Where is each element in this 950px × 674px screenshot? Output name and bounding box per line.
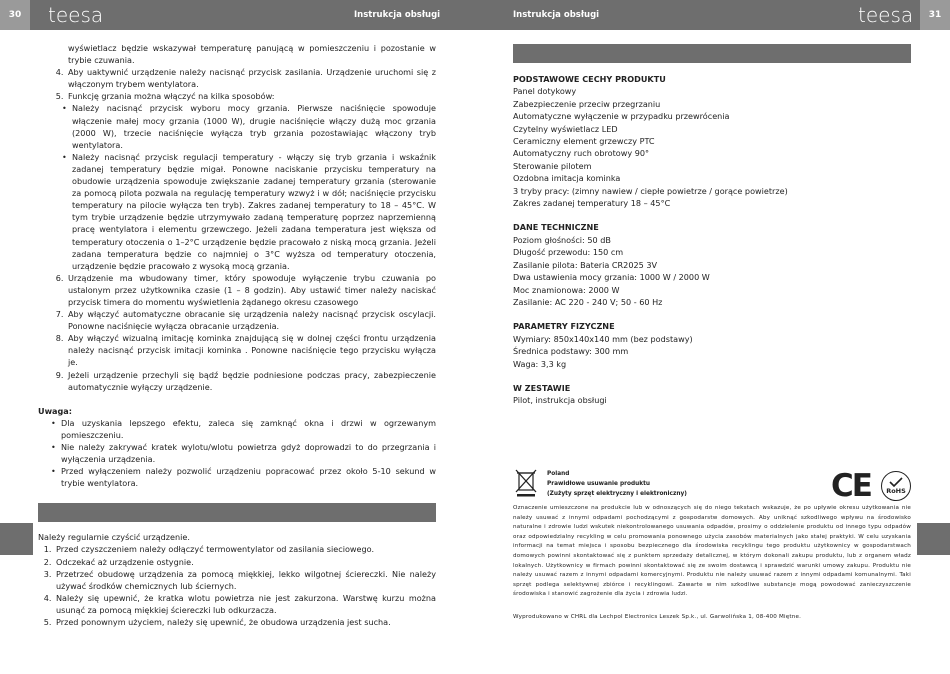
phys-item: Waga: 3,3 kg [513, 358, 567, 369]
list-item: • Należy nacisnąć przycisk regulacji temperatury - włączy się tryb grzania i wskaźnik zadanej temperatury będzie migał. Ponowne naciskanie przycisku temperatury na obudowie urządzenia spowoduje zwiększanie zadanej temperatury grzania (sterowanie za pomocą pilota pozwala na regulację temperatury wzwyż i w dół; naciśnięcie przycisku temperatury na pilocie wyłącza ten tryb). Zakres zadanej temperatury to 18 – 45°C. W tym trybie urządzenie będzie utrzymywało zadaną temperaturę poprzez naprzemienną pracę wentylatora i elementu grzewczego. Jeżeli zadana temperatura jest większa od temperatury otoczenia o 1–2°C urządzenie będzie pracowało z niską mocą grzania. Jeżeli zadana temperatura będzie co najmniej o 3°C wyższa od temperatury otoczenia, urządzenie będzie pracowało z wysoką mocą grzania. [72, 151, 436, 272]
list-item: 8. Aby włączyć wizualną imitację kominka znajdującą się w dolnej części frontu urządzenia należy nacisnąć przycisk imitacji kominka . Ponowne naciśnięcie tego przycisku wyłącza je. [66, 332, 436, 368]
right-page-number: 31 [920, 0, 950, 30]
set-title: W ZESTAWIE [513, 382, 571, 393]
left-logo: teesa [48, 3, 104, 27]
list-item: 4. Aby uaktywnić urządzenie należy nacisnąć przycisk zasilania. Urządzenie uruchomi się z włączonym trybem wentylatora. [66, 66, 436, 90]
header-bar [0, 0, 950, 30]
manufacturer: Wyprodukowano w CHRL dla Lechpol Electronics Leszek Sp.k., ul. Garwolińska 1, 08-400 Miętne. [513, 614, 802, 620]
right-column [513, 44, 911, 407]
list-item: • Nie należy zakrywać kratek wylotu/wlotu powietrza gdyż doprowadzi to do przegrzania i wyłączenia urządzenia. [61, 441, 436, 465]
weee-country: Poland [547, 471, 570, 477]
weee-line2: (Zużyty sprzęt elektryczny i elektroniczny) [547, 491, 687, 497]
tech-item: Zasilanie: AC 220 - 240 V; 50 - 60 Hz [513, 296, 663, 307]
left-header-title: Instrukcja obsługi [354, 10, 441, 20]
phys-item: Średnica podstawy: 300 mm [513, 346, 629, 357]
tech-item: Moc znamionowa: 2000 W [513, 284, 620, 295]
list-item: 4. Należy się upewnić, że kratka wlotu powietrza nie jest zakurzona. Warstwę kurzu można usunąć za pomocą miękkiej ściereczki lub odkurzacza. [54, 592, 436, 616]
left-column [38, 42, 436, 628]
weee-line1: Prawidłowe usuwanie produktu [547, 481, 651, 487]
tech-item: Długość przewodu: 150 cm [513, 247, 624, 258]
feature-item: Ozdobna imitacja kominka [513, 173, 621, 184]
list-item: 6. Urządzenie ma wbudowany timer, który spowoduje wyłączenie trybu czuwania po ustalonym przez użytkownika czasie (1 – 8 godzin). Aby ustawić timer należy naciskać przycisk timera do momentu wyświetlenia żądanego okresu czasowego [66, 272, 436, 308]
list-item: 3. Przetrzeć obudowę urządzenia za pomocą miękkiej, lekko wilgotnej ściereczki. Nie należy używać środków chemicznych lub ściernych. [54, 568, 436, 592]
feature-item: Czytelny wyświetlacz LED [513, 123, 618, 134]
tech-item: Zasilanie pilota: Bateria CR2025 3V [513, 259, 658, 270]
section-bar [513, 44, 911, 63]
tech-title: DANE TECHNICZNE [513, 222, 599, 233]
rohs-mark: RoHS [881, 471, 911, 501]
section-bar [38, 503, 436, 522]
left-page-number: 30 [0, 0, 30, 30]
cleaning-intro: Należy regularnie czyścić urządzenie. [38, 532, 190, 543]
feature-item: Automatyczny ruch obrotowy 90° [513, 148, 650, 159]
right-header-title: Instrukcja obsługi [513, 10, 600, 20]
ce-mark: CE [831, 468, 871, 504]
phys-title: PARAMETRY FIZYCZNE [513, 321, 615, 332]
list-item: • Należy nacisnąć przycisk wyboru mocy grzania. Pierwsze naciśnięcie spowoduje włączenie małej mocy grzania (1000 W), drugie naciśnięcie włączy dużą moc grzania (2000 W), trzecie naciśnięcie wyłącza tryb grzania pozostawiając włączony tryb wentylatora. [72, 102, 436, 150]
feature-item: Zakres zadanej temperatury 18 – 45°C [513, 198, 671, 209]
feature-item: Panel dotykowy [513, 86, 577, 97]
list-item: • Przed wyłączeniem należy pozwolić urządzeniu popracować przez około 5-10 sekund w trybie wentylatora. [61, 465, 436, 489]
feature-item: Zabezpieczenie przeciw przegrzaniu [513, 98, 661, 109]
features-title: PODSTAWOWE CECHY PRODUKTU [513, 74, 666, 84]
feature-item: Sterowanie pilotem [513, 160, 592, 171]
list-item: 5. Funkcję grzania można włączyć na kilka sposobów: [66, 90, 436, 102]
list-item: 5. Przed ponownym użyciem, należy się upewnić, że obudowa urządzenia jest sucha. [54, 616, 436, 628]
list-item: 9. Jeżeli urządzenie przechyli się bądź będzie podniesione podczas pracy, zabezpieczenie automatycznie wyłączy urządzenie. [66, 369, 436, 393]
checkmark-icon [889, 477, 903, 487]
list-item: • Dla uzyskania lepszego efektu, zaleca się zamknąć okna i drzwi w ogrzewanym pomieszczeniu. [61, 417, 436, 441]
weee-text: Oznaczenie umieszczone na produkcie lub w odnoszących się do niego tekstach wskazuje, że po upływie okresu użytkowania nie należy usuwać z innymi odpadami pochodzącymi z gospodarstw domowych. Aby uniknąć szkodliwego wpływu na środowisko naturalne i zdrowie ludzi wskutek niekontrolowanego usuwania odpadów, prosimy o oddzielenie produktu od innego typu odpadów oraz odpowiedzialny recykling w celu promowania ponownego użycia zasobów materialnych jako stałej praktyki. W celu uzyskania informacji na temat miejsca i sposobu bezpiecznego dla środowiska recyklingu tego produktu użytkownicy w gospodarstwach domowych powinni skontaktować się z punktem sprzedaży detalicznej, w którym dokonali zakupu produktu, lub z organem władz lokalnych. Użytkownicy w firmach powinni skontaktować się ze swoim dostawcą i sprawdzić warunki umowy zakupu. Produktu nie należy usuwać razem z innymi odpadami komercyjnymi. Produktu nie należy usuwać razem z innymi odpadami komunalnymi. Taki sprzęt podlega selektywnej zbiórce i recyklingowi. Zawarte w nim szkodliwe substancje mogą powodować zanieczyszczenie środowiska i stanowić zagrożenie dla życia i zdrowia ludzi. [513, 505, 911, 598]
crossed-bin-icon [513, 467, 539, 497]
right-side-tab [917, 523, 950, 555]
intro-continuation: wyświetlacz będzie wskazywał temperaturę panującą w pomieszczeniu i pozostanie w trybie czuwania. [68, 43, 436, 66]
left-side-tab [0, 523, 33, 555]
note-title: Uwaga: [38, 405, 73, 416]
set-item: Pilot, instrukcja obsługi [513, 395, 607, 406]
tech-item: Dwa ustawienia mocy grzania: 1000 W / 2000 W [513, 272, 710, 283]
tech-item: Poziom głośności: 50 dB [513, 234, 611, 245]
list-item: 2. Odczekać aż urządzenie ostygnie. [54, 556, 436, 568]
right-logo: teesa [858, 3, 914, 27]
feature-item: 3 tryby pracy: (zimny nawiew / ciepłe powietrze / gorące powietrze) [513, 185, 788, 196]
list-item: 7. Aby włączyć automatyczne obracanie się urządzenia należy nacisnąć przycisk oscylacji. Ponowne naciśnięcie wyłącza obracanie urządzenia. [66, 308, 436, 332]
feature-item: Ceramiczny element grzewczy PTC [513, 136, 655, 147]
phys-item: Wymiary: 850x140x140 mm (bez podstawy) [513, 333, 693, 344]
feature-item: Automatyczne wyłączenie w przypadku przewrócenia [513, 111, 730, 122]
list-item: 1. Przed czyszczeniem należy odłączyć termowentylator od zasilania sieciowego. [54, 543, 436, 555]
